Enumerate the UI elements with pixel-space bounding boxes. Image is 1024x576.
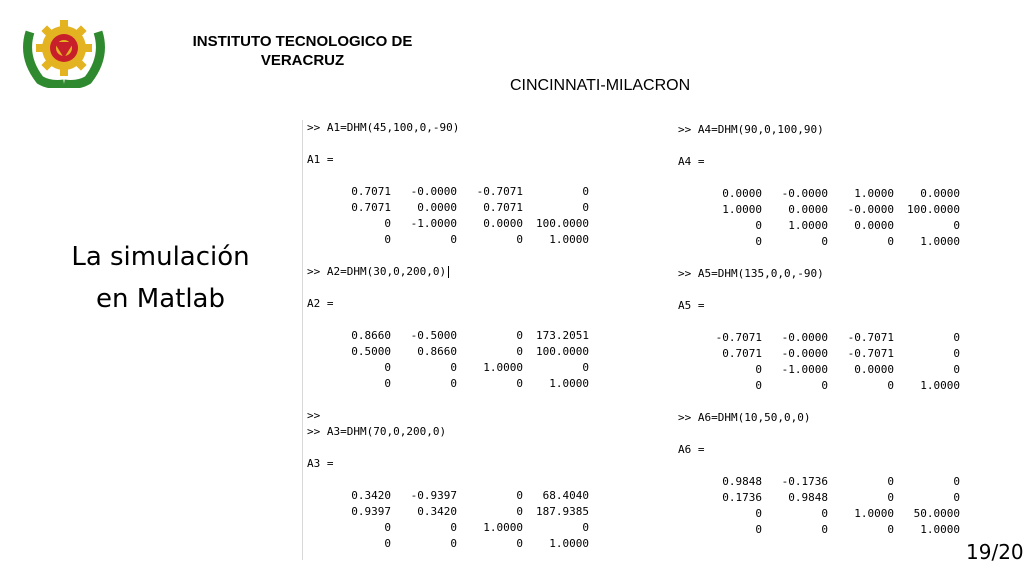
matrix-cell: 0 [384,233,391,246]
blank-line [678,458,962,474]
blank-line [307,136,591,152]
variable-name: A1 = [307,153,334,166]
matrix-output [327,488,591,552]
matrix-cell: 0.1736 [722,491,762,504]
matlab-command-window-right[interactable] [678,122,962,554]
matrix-cell: 0.0000 [483,217,523,230]
matrix-cell: 0 [755,379,762,392]
matrix-cell: 0 [953,331,960,344]
matrix-row [698,346,962,362]
matrix-cell: 0 [887,491,894,504]
matrix-cell: 0.0000 [417,201,457,214]
matrix-cell: 1.0000 [549,537,589,550]
matrix-cell: -0.7071 [715,331,762,344]
matrix-cell: 0 [450,537,457,550]
matrix-cell: 0 [450,233,457,246]
matrix-cell: 1.0000 [549,377,589,390]
matrix-row [698,186,962,202]
blank-line [678,426,962,442]
matrix-output [327,328,591,392]
matrix-cell: 0 [887,475,894,488]
matrix-cell: 0 [450,377,457,390]
blank-line [678,138,962,154]
matrix-cell: 1.0000 [854,507,894,520]
blank-line [307,392,591,408]
matrix-cell: 68.4040 [542,489,589,502]
matrix-cell: 1.0000 [483,361,523,374]
matrix-cell: 0 [450,361,457,374]
matrix-cell: 0.0000 [854,219,894,232]
variable-name: A5 = [678,299,705,312]
variable-name: A2 = [307,297,334,310]
matrix-cell: 0.3420 [351,489,391,502]
matrix-cell: -0.9397 [410,489,457,502]
command-line [307,264,591,280]
blank-line [678,314,962,330]
matrix-cell: 0 [887,523,894,536]
matrix-cell: 0.8660 [417,345,457,358]
matrix-cell: 0 [755,363,762,376]
variable-name: A3 = [307,457,334,470]
command-text: >> A3=DHM(70,0,200,0) [307,425,447,438]
matrix-output [698,186,962,250]
matrix-cell: 1.0000 [788,219,828,232]
blank-line [307,248,591,264]
command-line [307,120,591,136]
matrix-cell: 0 [755,235,762,248]
blank-line [678,282,962,298]
variable-name: A6 = [678,443,705,456]
matrix-cell: 0 [582,361,589,374]
matrix-cell: 0.0000 [854,363,894,376]
matrix-cell: -1.0000 [781,363,828,376]
matrix-output [698,330,962,394]
matrix-cell: 0 [516,345,523,358]
matrix-cell: 0 [582,185,589,198]
blank-line [678,394,962,410]
matrix-cell: 1.0000 [920,523,960,536]
matrix-cell: 0.7071 [351,185,391,198]
matrix-cell: -0.0000 [410,185,457,198]
matrix-cell: 0 [953,363,960,376]
matrix-cell: 0 [516,377,523,390]
command-text: >> A4=DHM(90,0,100,90) [678,123,824,136]
matrix-cell: 0.0000 [920,187,960,200]
matrix-row [698,202,962,218]
matrix-cell: -0.7071 [847,347,894,360]
matrix-cell: 0 [953,475,960,488]
matrix-cell: 0 [953,347,960,360]
matrix-cell: 0 [384,521,391,534]
matrix-cell: 0.9848 [722,475,762,488]
command-text: >> A2=DHM(30,0,200,0) [307,265,447,278]
matrix-cell: 1.0000 [549,233,589,246]
matrix-row [698,506,962,522]
matrix-cell: 0 [450,521,457,534]
matrix-cell: 100.0000 [907,203,960,216]
matrix-cell: 0 [755,523,762,536]
slide-title-line2: en Matlab [96,284,225,314]
blank-line [678,538,962,554]
matrix-cell: 1.0000 [920,235,960,248]
variable-name: A4 = [678,155,705,168]
matrix-cell: 0.3420 [417,505,457,518]
matrix-cell: -0.7071 [847,331,894,344]
matrix-cell: 0 [516,537,523,550]
institute-seal-icon [20,12,108,88]
slide-title-line1: La simulación [71,242,250,272]
blank-line [678,170,962,186]
matrix-cell: 0.5000 [351,345,391,358]
matrix-row [327,328,591,344]
matrix-cell: 0 [582,521,589,534]
command-prompt: >> [307,409,321,422]
matrix-cell: 1.0000 [854,187,894,200]
institute-logo [20,12,108,88]
matrix-row [327,184,591,200]
matrix-cell: 0 [953,491,960,504]
matrix-cell: 0 [887,235,894,248]
text-cursor [448,266,449,278]
matrix-cell: 0.0000 [722,187,762,200]
command-line [678,122,962,138]
matrix-row [698,378,962,394]
matrix-cell: 0.7071 [483,201,523,214]
matrix-row [327,376,591,392]
matrix-cell: 0 [384,537,391,550]
command-line [307,424,591,440]
matrix-cell: 0 [516,489,523,502]
command-text: >> A6=DHM(10,50,0,0) [678,411,811,424]
institution-name: INSTITUTO TECNOLOGICO DE VERACRUZ [192,33,413,69]
matrix-cell: 0 [755,507,762,520]
matrix-cell: 0.0000 [788,203,828,216]
matrix-row [698,474,962,490]
page-number: 19/20 [966,540,1024,564]
matrix-cell: 1.0000 [722,203,762,216]
matrix-row [327,360,591,376]
matrix-row [698,330,962,346]
blank-line [678,250,962,266]
blank-line [307,440,591,456]
matrix-cell: 0 [516,233,523,246]
blank-line [307,280,591,296]
matrix-cell: 0.9848 [788,491,828,504]
blank-line [307,552,591,568]
slide-title [48,236,273,320]
matrix-row [327,216,591,232]
matrix-cell: -0.1736 [781,475,828,488]
matrix-output [327,184,591,248]
command-line [678,266,962,282]
matrix-cell: 0.8660 [351,329,391,342]
matrix-cell: 187.9385 [536,505,589,518]
matrix-row [698,234,962,250]
matrix-cell: 0 [384,217,391,230]
blank-line [307,168,591,184]
matrix-cell: 0 [384,361,391,374]
matrix-cell: 0.7071 [722,347,762,360]
matlab-command-window-left[interactable] [302,120,591,560]
matrix-output [698,474,962,538]
matrix-row [327,520,591,536]
matrix-cell: -0.0000 [781,331,828,344]
matrix-cell: 0 [384,377,391,390]
matrix-row [698,490,962,506]
matrix-cell: -1.0000 [410,217,457,230]
matrix-cell: 0 [516,505,523,518]
matrix-cell: 0 [821,235,828,248]
robot-name: CINCINNATI-MILACRON [510,77,691,94]
command-text: >> A5=DHM(135,0,0,-90) [678,267,824,280]
matrix-cell: 100.0000 [536,217,589,230]
matrix-cell: 0 [821,523,828,536]
matrix-cell: -0.0000 [847,203,894,216]
matrix-row [698,218,962,234]
matrix-cell: 1.0000 [920,379,960,392]
matrix-cell: 0 [953,219,960,232]
matrix-cell: 0 [821,507,828,520]
matrix-row [698,522,962,538]
matrix-row [327,232,591,248]
command-line [678,410,962,426]
matrix-row [327,344,591,360]
matrix-row [327,488,591,504]
blank-line [307,472,591,488]
matrix-cell: 0 [821,379,828,392]
matrix-cell: 100.0000 [536,345,589,358]
matrix-cell: 0 [755,219,762,232]
matrix-cell: 0.9397 [351,505,391,518]
matrix-cell: -0.0000 [781,187,828,200]
matrix-cell: 173.2051 [536,329,589,342]
matrix-cell: 1.0000 [483,521,523,534]
matrix-row [327,200,591,216]
matrix-cell: 50.0000 [913,507,960,520]
matrix-cell: 0.7071 [351,201,391,214]
matrix-cell: 0 [516,329,523,342]
matrix-cell: 0 [887,379,894,392]
matrix-cell: -0.0000 [781,347,828,360]
matrix-cell: -0.7071 [476,185,523,198]
matrix-row [327,504,591,520]
command-text: >> A1=DHM(45,100,0,-90) [307,121,460,134]
matrix-cell: -0.5000 [410,329,457,342]
matrix-cell: 0 [582,201,589,214]
matrix-row [698,362,962,378]
matrix-row [327,536,591,552]
blank-line [307,312,591,328]
